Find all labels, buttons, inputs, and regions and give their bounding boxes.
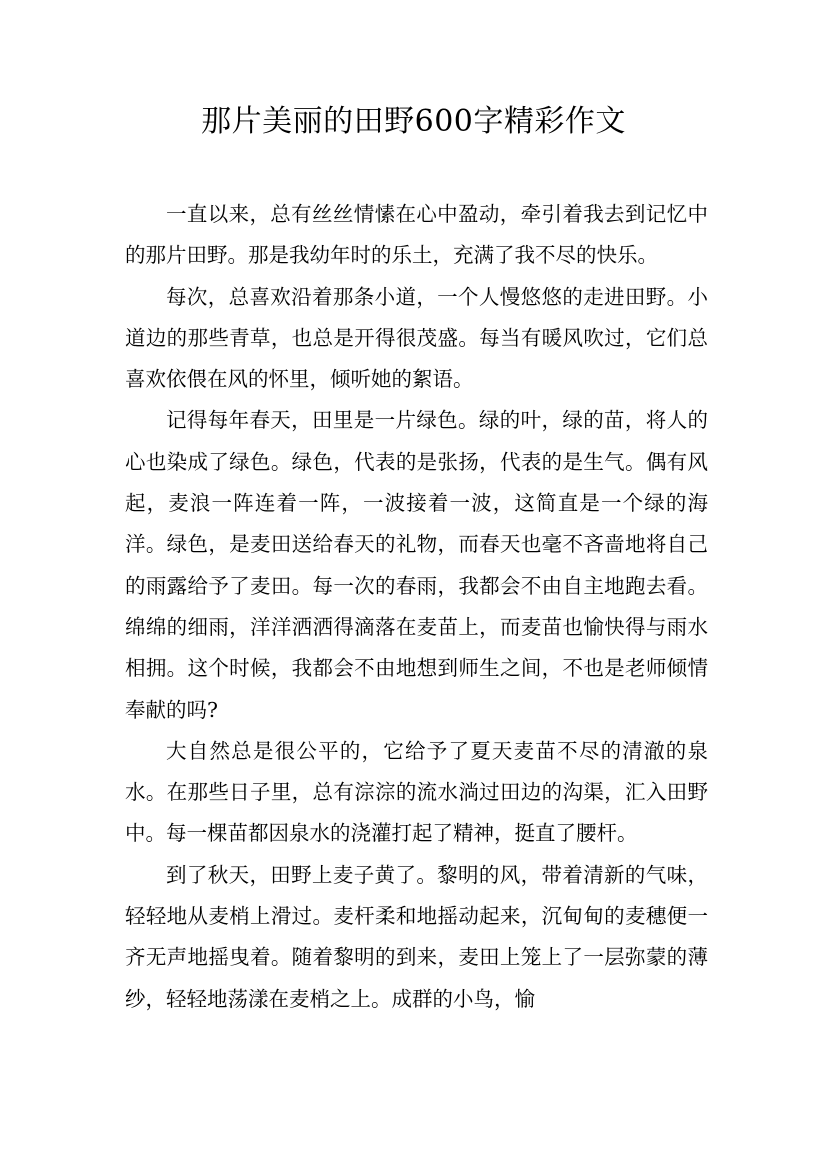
paragraph-4: 大自然总是很公平的，它给予了夏天麦苗不尽的清澈的泉水。在那些日子里，总有淙淙的流水淌过田边的沟渠，汇入田野中。每一棵苗都因泉水的浇灌打起了精神，挺直了腰杆。 (125, 738, 708, 846)
paragraph-3: 记得每年春天，田里是一片绿色。绿的叶，绿的苗，将人的心也染成了绿色。绿色，代表的是张扬，代表的是生气。偶有风起，麦浪一阵连着一阵，一波接着一波，这简直是一个绿的海洋。绿色，是麦田送给春天的礼物，而春天也毫不吝啬地将自己的雨露给予了麦田。每一次的春雨，我都会不由自主地跑去看。绵绵的细雨，洋洋洒洒得滴落在麦苗上，而麦苗也愉快得与雨水相拥。这个时候，我都会不由地想到师生之间，不也是老师倾情奉献的吗? (125, 408, 708, 722)
paragraph-5: 到了秋天，田野上麦子黄了。黎明的风，带着清新的气味，轻轻地从麦梢上滑过。麦杆柔和地摇动起来，沉甸甸的麦穗便一齐无声地摇曳着。随着黎明的到来，麦田上笼上了一层弥蒙的薄纱，轻轻地荡漾在麦梢之上。成群的小鸟，愉 (125, 862, 708, 1011)
page-title: 那片美丽的田野600字精彩作文 (201, 104, 626, 139)
paragraph-2: 每次，总喜欢沿着那条小道，一个人慢悠悠的走进田野。小道边的那些青草，也总是开得很茂盛。每当有暖风吹过，它们总喜欢依偎在风的怀里，倾听她的絮语。 (125, 284, 708, 392)
essay-body (125, 194, 708, 1020)
paragraph-1: 一直以来，总有丝丝情愫在心中盈动，牵引着我去到记忆中的那片田野。那是我幼年时的乐土，充满了我不尽的快乐。 (125, 202, 708, 268)
